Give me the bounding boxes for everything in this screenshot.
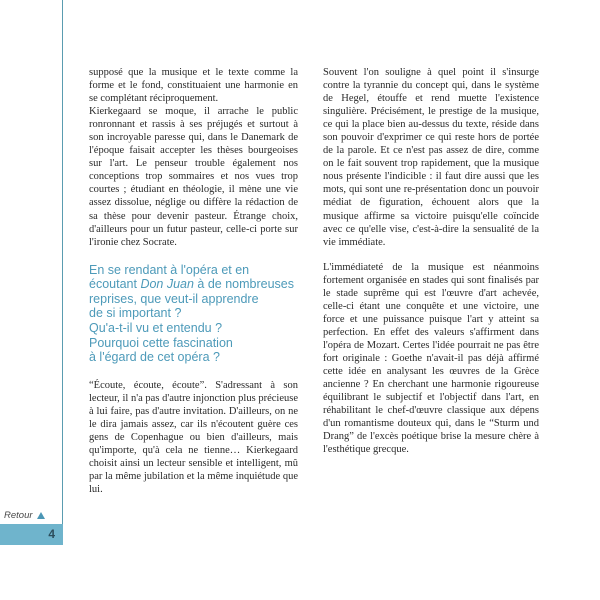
margin-rule <box>62 0 63 545</box>
paragraph: “Écoute, écoute, écoute”. S'adressant à son lecteur, il n'a pas d'autre injonction plus précieuse à lui faire, pas d'autre invitation. D'ailleurs, on ne le dira jamais assez, car ils n'écoutent guère ces gens de Copenhague ou bien d'ailleurs, mais qu'importe, qu'à cela ne tienne… Kierkegaard choisit ainsi un lecteur sensible et intelligent, mû par la même jubilation et la même inquiétude que lui. <box>89 379 298 496</box>
pull-quote-text: à de nombreuses <box>193 277 295 292</box>
paragraph: L'immédiateté de la musique est néanmoins fortement organisée en stades qui sont finalisés par le stade suprême qui est l'œuvre d'art achevée, celle-ci étant une conquête et une victoire, une force et une puissance puisque l'art y atteint sa perfection. En effet des valeurs s'affirment dans l'opéra de Mozart. Certes l'idée pourrait ne pas être fort originale : Goethe n'avait-il pas déjà affirmé cette idée en analysant les œuvres de la Grèce ancienne ? En cherchant une harmonie rigoureuse équilibrant le subjectif et l'objectif dans l'art, en réhabilitant le chef-d'œuvre classique aux dépens d'un romantisme douteux qui, dans le “Sturm und Drang” de l'excès poétique brise la mesure chère à l'esthétique grecque. <box>323 261 539 456</box>
pull-quote-line: reprises, que veut-il apprendre <box>89 291 259 306</box>
pull-quote-line <box>89 277 298 292</box>
pull-quote-text: écoutant <box>89 277 141 292</box>
pull-quote <box>89 263 298 365</box>
paragraph: supposé que la musique et le texte comme la forme et le fond, constituaient une harmonie en se complétant réciproquement. <box>89 67 298 105</box>
opera-title: Don Juan <box>140 277 194 292</box>
page-number-tab <box>0 524 63 545</box>
right-column <box>323 66 539 456</box>
paragraph-gap <box>323 249 539 261</box>
pull-quote-line: Qu'a-t-il vu et entendu ? <box>89 321 223 336</box>
paragraph: Souvent l'on souligne à quel point il s'insurge contre la tyrannie du concept qui, dans le système de Hegel, étouffe et rend muette l'existence singulière. Précisément, le prestige de la musique, ce qui la place bien au-dessus du texte, réside dans son pouvoir d'exprimer ce qui reste hors de portée de la parole. Et ce n'est pas assez de dire, comme on le fait souvent trop rapidement, que la musique nous présente l'indicible : il faut dire aussi que les mots, qui sont une re-présentation donc un pouvoir médiat de figuration, échouent alors que la musique affirme sa victoire puisqu'elle coïncide avec ce qu'elle vise, c'est-à-dire la sensualité de la vie immédiate. <box>323 67 539 248</box>
pull-quote-line: de si important ? <box>89 306 182 321</box>
pull-quote-line: Pourquoi cette fascination <box>89 335 233 350</box>
left-column <box>89 66 298 496</box>
pull-quote-line: à l'égard de cet opéra ? <box>89 350 220 365</box>
page-number: 4 <box>48 527 55 541</box>
retour-label: Retour <box>4 509 33 521</box>
retour-link[interactable] <box>4 508 62 522</box>
up-arrow-icon <box>37 512 45 519</box>
pull-quote-line: En se rendant à l'opéra et en <box>89 262 250 277</box>
paragraph: Kierkegaard se moque, il arrache le public ronronnant et rassis à ses préjugés et surtout à son incroyable paresse qui, dans le Danemark de l'époque faisait accepter les thèses bourgeoises sur l'art. Le penseur trouble également nos conceptions trop sommaires et nos vues trop courtes ; étudiant en théologie, il mène une vie assez dissolue, néglige ou diffère la rédaction de sa thèse pour devenir pasteur. Étrange choix, d'ailleurs pour un futur pasteur, celle-ci porte sur l'ironie chez Socrate. <box>89 106 298 248</box>
